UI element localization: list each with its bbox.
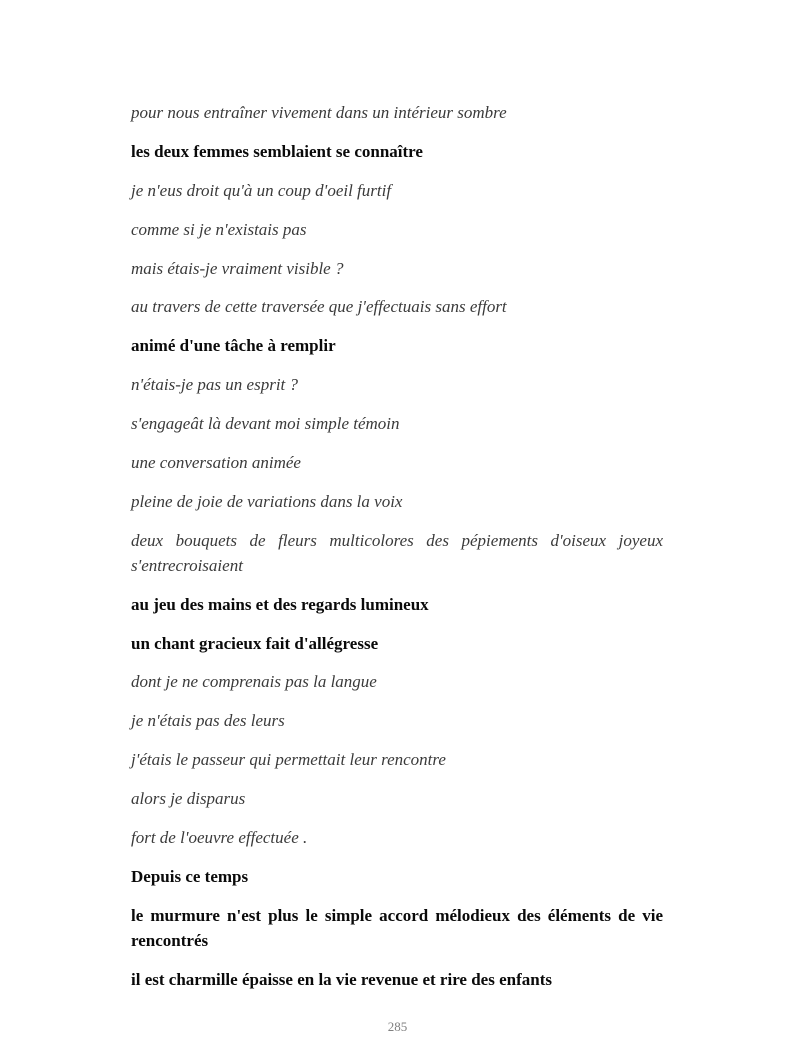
poem-line: au travers de cette traversée que j'effectuais sans effort (131, 297, 507, 317)
poem-line: comme si je n'existais pas (131, 219, 307, 239)
poem-line: animé d'une tâche à remplir (131, 336, 336, 356)
poem-line: il est charmille épaisse en la vie revenue et rire des enfants (131, 969, 552, 989)
poem-line: dont je ne comprenais pas la langue (131, 672, 377, 692)
page-number: 285 (387, 1019, 408, 1034)
poem-line: je n'eus droit qu'à un coup d'oeil furtif (131, 180, 392, 200)
poem-line: mais étais-je vraiment visible ? (131, 258, 344, 278)
poem-line: je n'étais pas des leurs (131, 711, 285, 731)
poem-line: fort de l'oeuvre effectuée . (131, 828, 308, 848)
poem-line: n'étais-je pas un esprit ? (131, 375, 299, 395)
poem-line: une conversation animée (131, 453, 301, 473)
poem-line: pleine de joie de variations dans la voix (131, 491, 403, 511)
poem-line: alors je disparus (131, 789, 246, 809)
poem-line: deux bouquets de fleurs multicolores des pépiements d'oiseux joyeux s'entrecroisaient (131, 530, 663, 575)
poem-line: pour nous entraîner vivement dans un intérieur sombre (131, 103, 507, 122)
poem-line: s'engageât là devant moi simple témoin (131, 414, 400, 434)
poem-line: les deux femmes semblaient se connaître (131, 141, 423, 161)
poem-line: un chant gracieux fait d'allégresse (131, 633, 379, 653)
poem-line: le murmure n'est plus le simple accord mélodieux des éléments de vie rencontrés (131, 905, 663, 950)
poem-text-block (131, 100, 663, 1006)
poem-line: j'étais le passeur qui permettait leur rencontre (131, 750, 446, 770)
poem-line: au jeu des mains et des regards lumineux (131, 594, 429, 614)
poem-line: Depuis ce temps (131, 866, 249, 886)
